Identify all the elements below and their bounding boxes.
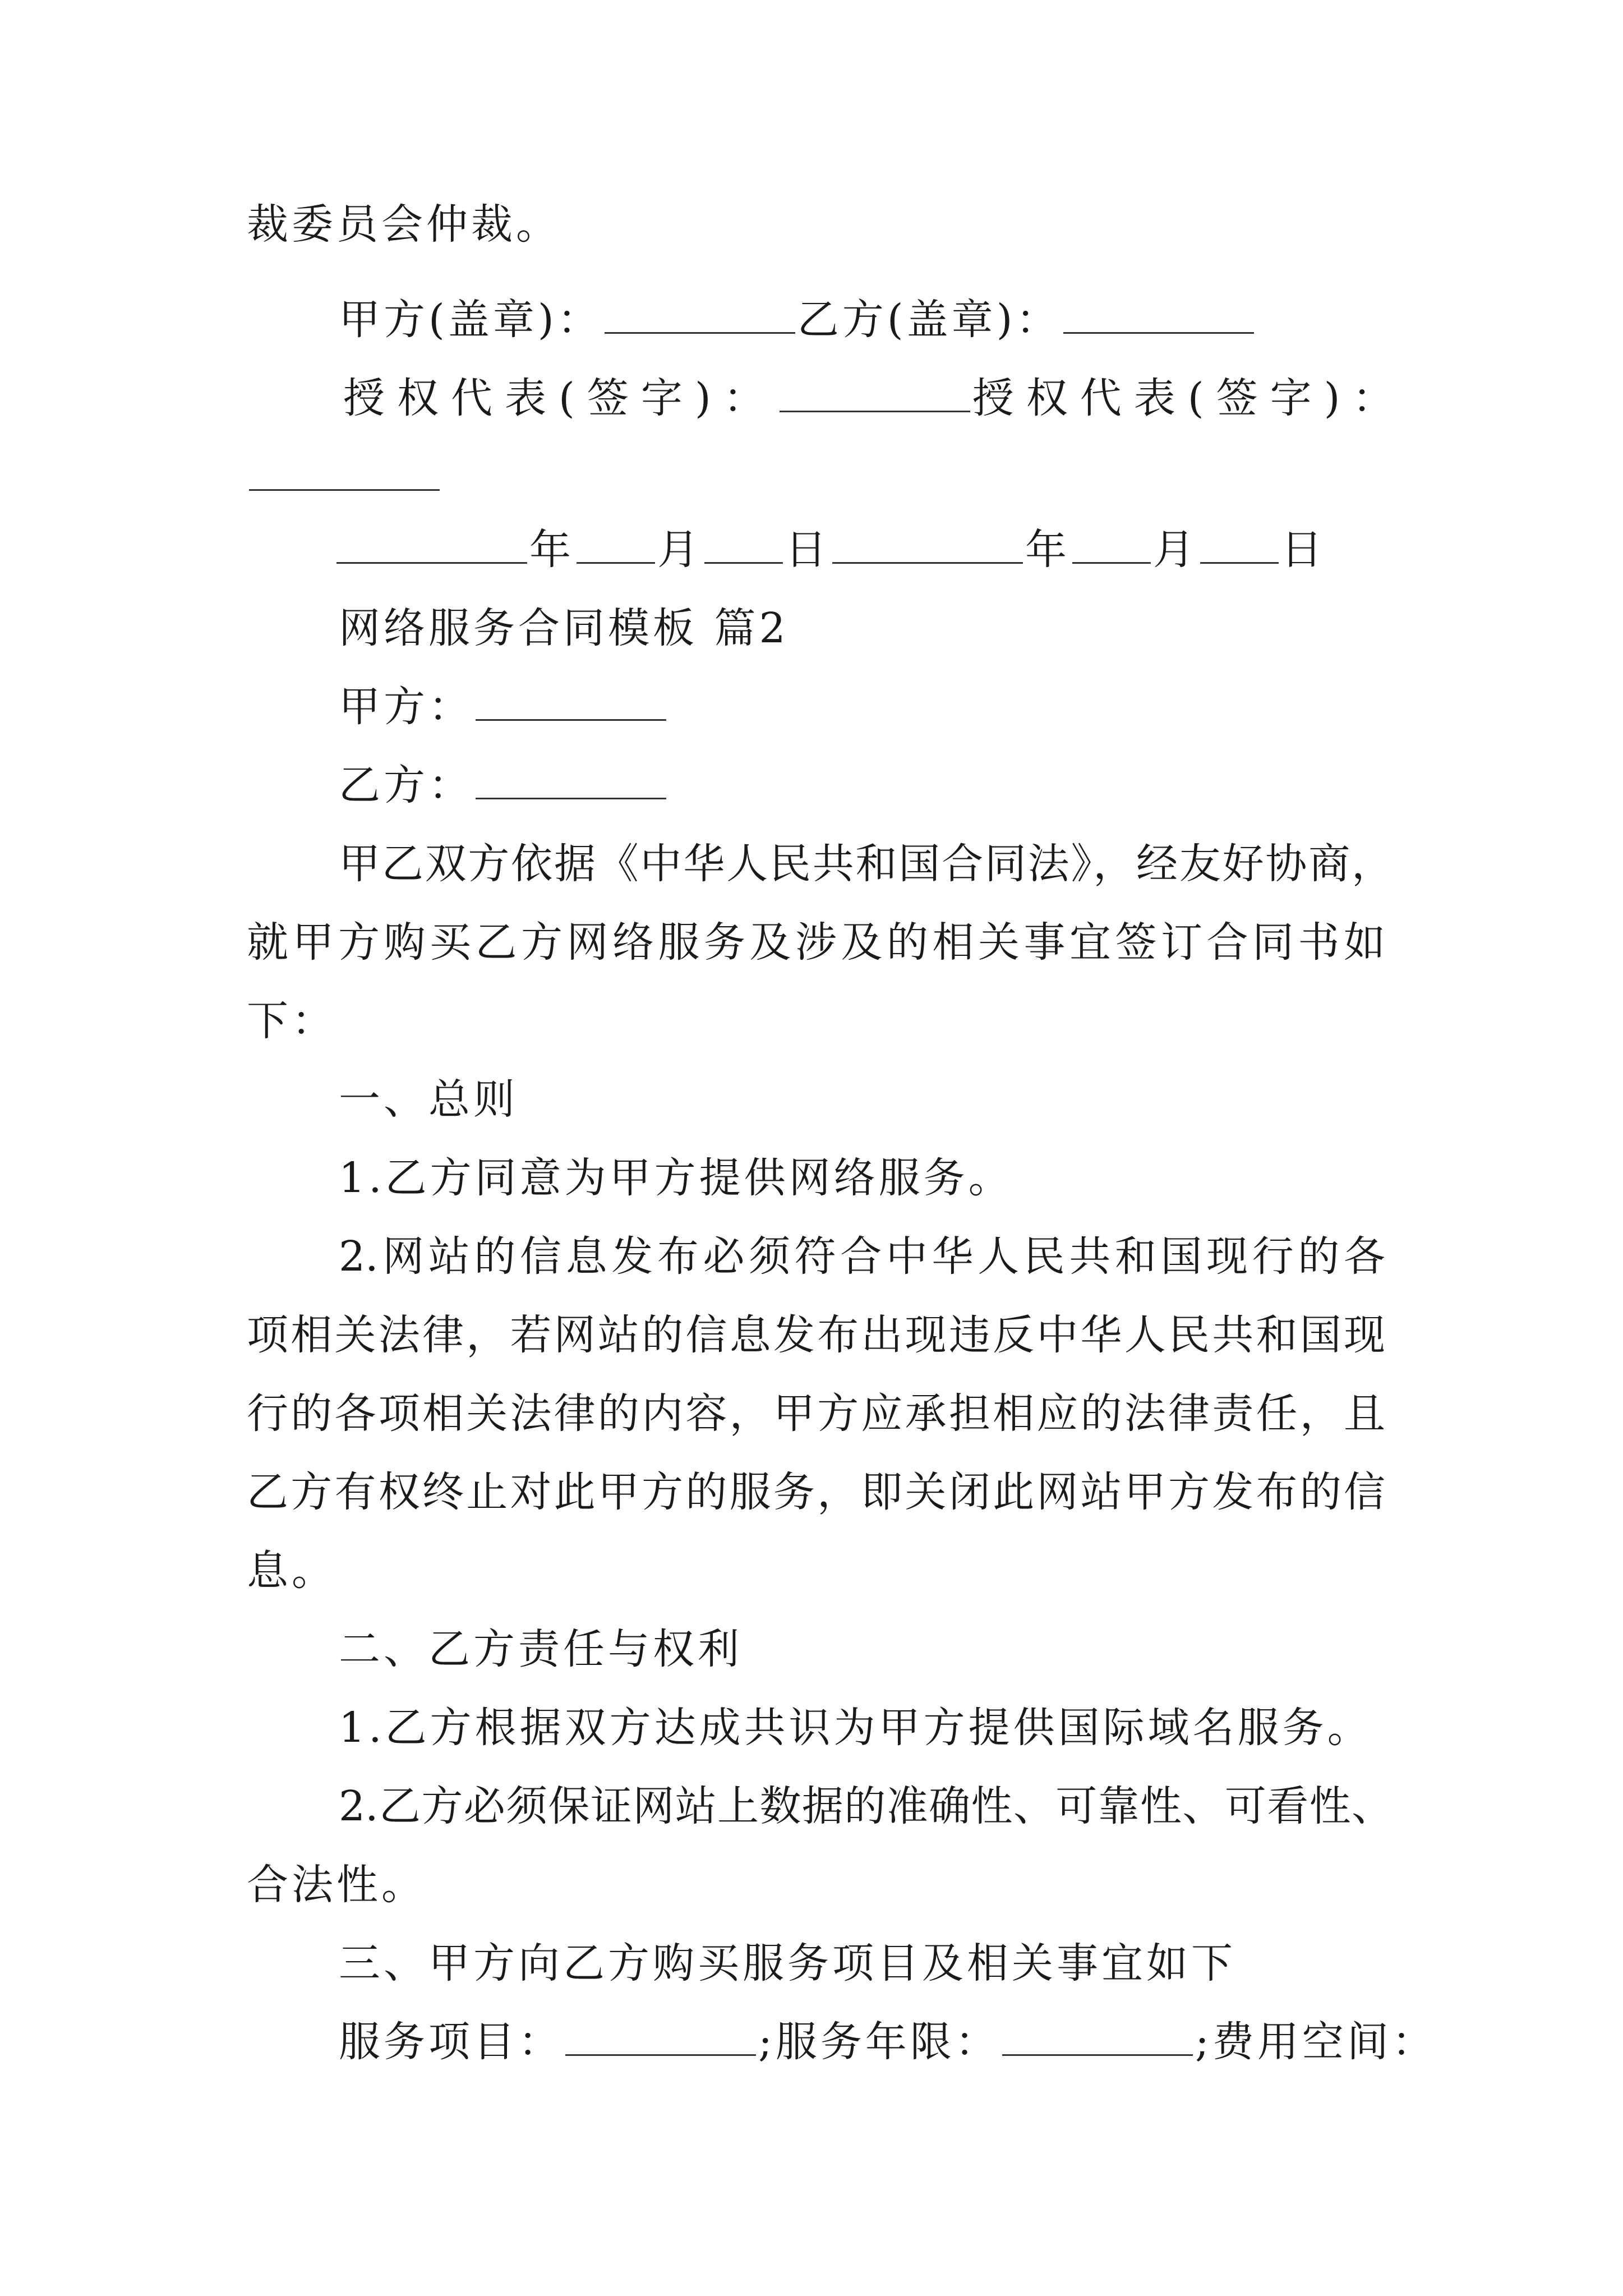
signature-line-representative <box>343 370 1407 426</box>
service-term-label: ;服务年限： <box>758 2018 1000 2066</box>
year-label: 年 <box>529 526 574 574</box>
signature-line-wrap <box>247 449 442 505</box>
party-b-line <box>339 757 668 813</box>
blank-field <box>1072 527 1151 564</box>
blank-field <box>1200 527 1279 564</box>
party-a-representative-label: 授权代表(签字)： <box>343 374 777 422</box>
section-heading: 网络服务合同模板 篇2 <box>339 604 789 652</box>
paragraph-line: 甲乙双方依据《中华人民共和国合同法》，经友好协商， <box>339 840 1393 888</box>
party-a-seal-label: 甲方(盖章)： <box>339 296 602 344</box>
month-label: 月 <box>1153 526 1198 574</box>
blank-field <box>605 297 795 334</box>
blank-field <box>704 527 783 564</box>
blank-field <box>1063 297 1254 334</box>
fee-space-label: ;费用空间： <box>1195 2018 1437 2066</box>
clause-line: 1.乙方同意为甲方提供网络服务。 <box>339 1154 1013 1202</box>
clause-line: 行的各项相关法律的内容，甲方应承担相应的法律责任，且 <box>247 1389 1385 1438</box>
day-label: 日 <box>785 526 830 574</box>
section-heading: 一、总则 <box>339 1075 518 1124</box>
blank-field <box>476 763 666 799</box>
party-a-line <box>339 679 668 735</box>
party-a-label: 甲方： <box>339 683 473 731</box>
blank-field <box>780 376 970 412</box>
clause-line: 1.乙方根据双方达成共识为甲方提供国际域名服务。 <box>339 1704 1372 1752</box>
service-item-label: 服务项目： <box>339 2018 563 2066</box>
blank-field <box>249 454 440 491</box>
blank-field <box>832 527 1023 564</box>
paragraph-line: 就甲方购买乙方网络服务及涉及的相关事宜签订合同书如 <box>247 918 1385 967</box>
service-items-line <box>339 2014 1437 2070</box>
party-b-seal-label: 乙方(盖章)： <box>797 296 1061 344</box>
section-heading: 二、乙方责任与权利 <box>339 1625 743 1673</box>
date-line <box>334 522 1326 578</box>
clause-line: 息。 <box>247 1547 336 1595</box>
year-label: 年 <box>1025 526 1070 574</box>
clause-line: 乙方有权终止对此甲方的服务，即关闭此网站甲方发布的信 <box>247 1468 1385 1516</box>
blank-field <box>577 527 655 564</box>
clause-line: 2.网站的信息发布必须符合中华人民共和国现行的各 <box>339 1232 1385 1281</box>
day-label: 日 <box>1281 526 1326 574</box>
clause-line: 项相关法律，若网站的信息发布出现违反中华人民共和国现 <box>247 1311 1385 1359</box>
section-heading: 三、甲方向乙方购买服务项目及相关事宜如下 <box>339 1939 1236 1987</box>
party-b-representative-label: 授权代表(签字)： <box>972 374 1407 422</box>
month-label: 月 <box>657 526 702 574</box>
clause-line: 2.乙方必须保证网站上数据的准确性、可靠性、可看性、 <box>339 1782 1393 1830</box>
blank-field <box>565 2019 756 2056</box>
blank-field <box>476 684 666 721</box>
text-line: 裁委员会仲裁。 <box>247 200 561 249</box>
party-b-label: 乙方： <box>339 761 473 809</box>
clause-line: 合法性。 <box>247 1861 426 1909</box>
paragraph-line: 下： <box>247 997 336 1045</box>
blank-field <box>336 527 527 564</box>
blank-field <box>1002 2019 1193 2056</box>
signature-line-seal <box>339 292 1256 348</box>
